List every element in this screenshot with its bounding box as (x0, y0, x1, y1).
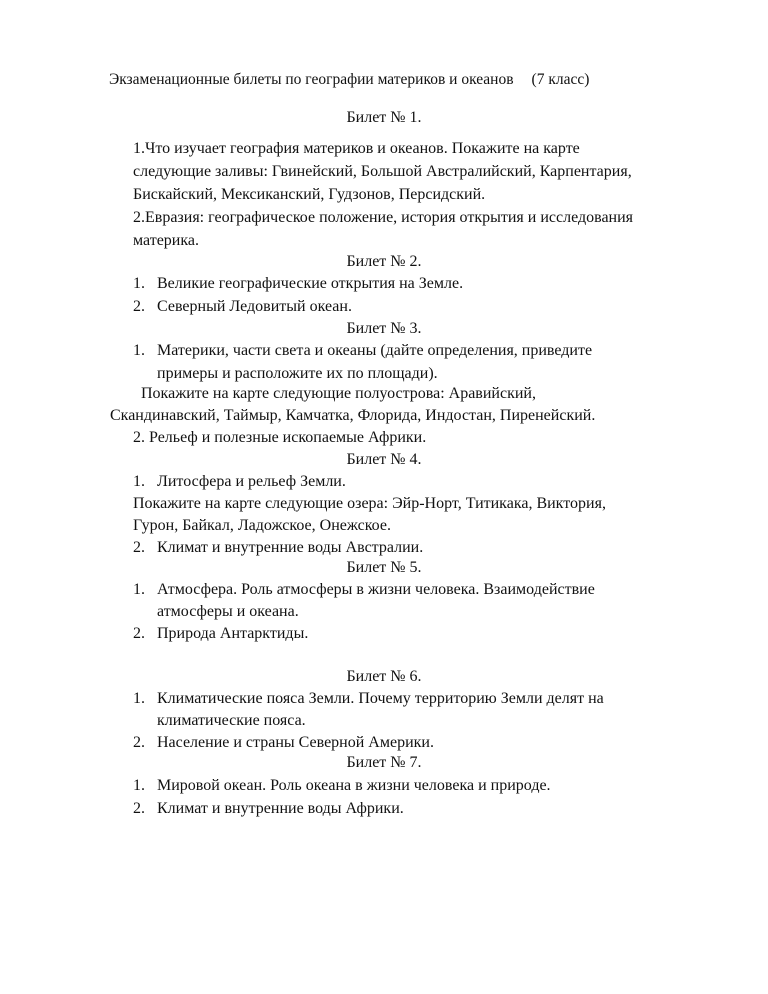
ticket-1-line: материка. (133, 232, 199, 249)
ticket-3-item-1-cont: примеры и расположите их по площади). (157, 365, 438, 382)
ticket-4-item-1 (133, 470, 346, 493)
item-text: Климат и внутренние воды Австралии. (157, 539, 424, 556)
item-text: Природа Антарктиды. (157, 625, 309, 642)
item-text: Мировой океан. Роль океана в жизни человека и природе. (157, 777, 551, 794)
title-class-note: (7 класс) (531, 71, 590, 88)
ticket-4-extra-1: Покажите на карте следующие озера: Эйр-Норт, Титикака, Виктория, (133, 495, 606, 512)
ticket-1-line: следующие заливы: Гвинейский, Большой Австралийский, Карпентария, (133, 163, 632, 180)
ticket-3-item-1 (133, 339, 592, 362)
ticket-3-item-2: 2. Рельеф и полезные ископаемые Африки. (133, 429, 427, 446)
item-number: 2. (133, 800, 145, 817)
ticket-4-extra-2: Гурон, Байкал, Ладожское, Онежское. (133, 517, 391, 534)
ticket-6-item-1-cont: климатические пояса. (157, 712, 306, 729)
ticket-4-heading: Билет № 4. (346, 451, 422, 468)
ticket-3-heading: Билет № 3. (346, 320, 422, 337)
item-text: Население и страны Северной Америки. (157, 734, 434, 751)
ticket-3-extra-2: Скандинавский, Таймыр, Камчатка, Флорида, Индостан, Пиренейский. (110, 407, 596, 424)
ticket-1-line: Бискайский, Мексиканский, Гудзонов, Персидский. (133, 186, 486, 203)
ticket-5-heading: Билет № 5. (346, 559, 422, 576)
ticket-1-heading: Билет № 1. (346, 109, 422, 126)
item-number: 1. (133, 777, 145, 794)
ticket-3-extra-1: Покажите на карте следующие полуострова: Аравийский, (141, 385, 536, 402)
item-text: Великие географические открытия на Земле. (157, 275, 464, 292)
ticket-2-heading: Билет № 2. (346, 253, 422, 270)
item-text: Материки, части света и океаны (дайте определения, приведите (157, 342, 593, 359)
ticket-5-item-2 (133, 622, 308, 645)
item-text: Литосфера и рельеф Земли. (157, 473, 346, 490)
item-number: 1. (133, 275, 145, 292)
ticket-1-line: 1.Что изучает география материков и океанов. Покажите на карте (133, 140, 580, 157)
title-main: Экзаменационные билеты по географии материков и океанов (109, 71, 514, 88)
item-text: Северный Ледовитый океан. (157, 298, 352, 315)
ticket-2-item-2 (133, 295, 352, 318)
ticket-7-heading: Билет № 7. (346, 754, 422, 771)
item-number: 2. (133, 539, 145, 556)
ticket-7-item-1 (133, 774, 551, 797)
item-number: 1. (133, 473, 145, 490)
ticket-7-item-2 (133, 797, 404, 820)
item-text: Климат и внутренние воды Африки. (157, 800, 404, 817)
item-text: Климатические пояса Земли. Почему территорию Земли делят на (157, 690, 604, 707)
item-number: 2. (133, 734, 145, 751)
document-title (109, 68, 689, 92)
ticket-2-item-1 (133, 272, 463, 295)
item-number: 2. (133, 625, 145, 642)
item-number: 1. (133, 342, 145, 359)
ticket-6-heading: Билет № 6. (346, 668, 422, 685)
item-number: 1. (133, 690, 145, 707)
ticket-6-item-1 (133, 687, 604, 710)
item-text: Атмосфера. Роль атмосферы в жизни человека. Взаимодействие (157, 581, 595, 598)
item-number: 2. (133, 298, 145, 315)
ticket-5-item-1 (133, 578, 595, 601)
item-number: 1. (133, 581, 145, 598)
ticket-1-line: 2.Евразия: географическое положение, история открытия и исследования (133, 209, 634, 226)
ticket-5-item-1-cont: атмосферы и океана. (157, 603, 299, 620)
